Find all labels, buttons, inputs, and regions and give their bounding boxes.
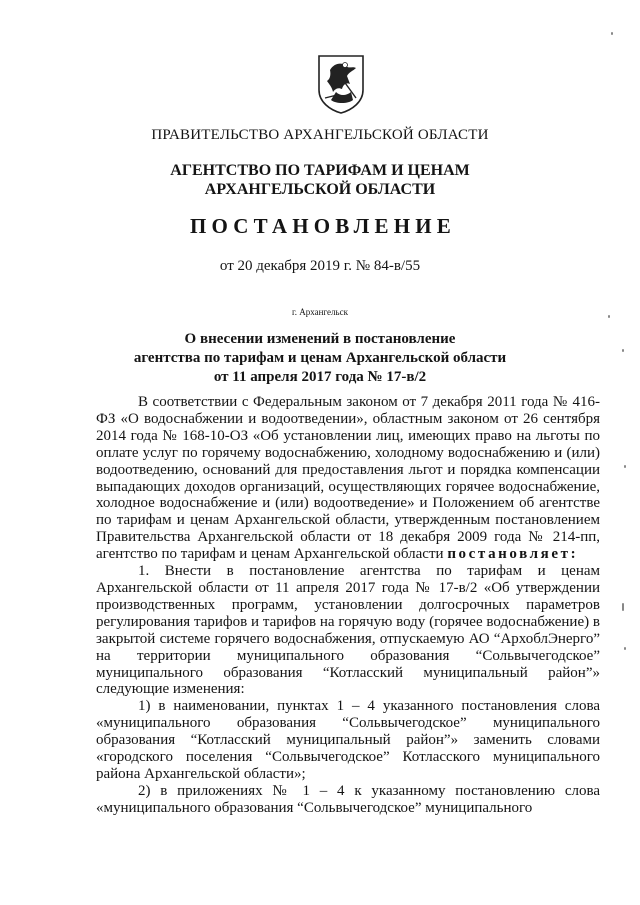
agency-heading-line-2: АРХАНГЕЛЬСКОЙ ОБЛАСТИ	[204, 181, 436, 198]
subject-line-3: от 11 апреля 2017 года № 17-в/2	[213, 369, 427, 385]
coat-of-arms-icon	[316, 54, 366, 114]
resolves-emphasis: постановляет:	[447, 546, 579, 563]
agency-heading-line-1: АГЕНТСТВО ПО ТАРИФАМ И ЦЕНАМ	[170, 162, 470, 179]
clause-1-subitem-1: 1) в наименовании, пунктах 1 – 4 указанного постановления слова «муниципального образования “Сольвычегодское” муниципального образования “Котласский муниципальный район”» заменить словами «городского поселения “Сольвычегодское” Котласского муниципального района Архангельской области»;	[96, 698, 600, 782]
clause-1-subitem-2: 2) в приложениях № 1 – 4 к указанному постановлению слова «муниципального образования “Сольвычегодское” муниципального	[96, 782, 600, 816]
date-number: от 20 декабря 2019 г. № 84-в/55	[219, 258, 421, 274]
document-body	[96, 394, 600, 817]
scan-speck	[622, 349, 624, 352]
document-subject	[0, 330, 640, 387]
city-label: г. Архангельск	[292, 307, 348, 317]
scan-speck	[611, 32, 613, 35]
scan-speck	[608, 315, 610, 318]
scan-speck	[624, 465, 626, 468]
agency-heading	[0, 161, 640, 199]
document-type-title: ПОСТАНОВЛЕНИЕ	[189, 214, 457, 238]
subject-line-2: агентства по тарифам и ценам Архангельской области	[133, 350, 507, 366]
preamble-paragraph	[96, 394, 600, 563]
scan-speck	[624, 647, 626, 650]
government-heading: ПРАВИТЕЛЬСТВО АРХАНГЕЛЬСКОЙ ОБЛАСТИ	[151, 127, 489, 143]
clause-1-paragraph: 1. Внести в постановление агентства по тарифам и ценам Архангельской области от 11 апреля 2017 года № 17-в/2 «Об утверждении производственных программ, установлении долгосрочных параметров регулирования тарифов и тарифов на горячую воду (горячее водоснабжение) в закрытой системе горячего водоснабжения, отпускаемую АО “АрхоблЭнерго” на территории муниципального образования “Сольвычегодское” муниципального образования “Котласский муниципальный район”» следующие изменения:	[96, 563, 600, 698]
subject-line-1: О внесении изменений в постановление	[184, 331, 456, 347]
scan-speck	[622, 603, 624, 611]
preamble-text: В соответствии с Федеральным законом от 7 декабря 2011 года № 416-ФЗ «О водоснабжении и водоотведении», областным законом от 26 сентября 2014 года № 168-10-ОЗ «Об установлении лиц, имеющих право на льготы по оплате услуг по горячему водоснабжению, холодному водоснабжению и (или) водоотведению, оснований для предоставления льгот и порядка компенсации выпадающих доходов организаций, осуществляющих горячее водоснабжение, холодное водоснабжение и (или) водоотведение» и Положением об агентстве по тарифам и ценам Архангельской области, утвержденным постановлением Правительства Архангельской области от 18 декабря 2009 года № 214-пп, агентство по тарифам и ценам Архангельской области	[96, 394, 600, 563]
